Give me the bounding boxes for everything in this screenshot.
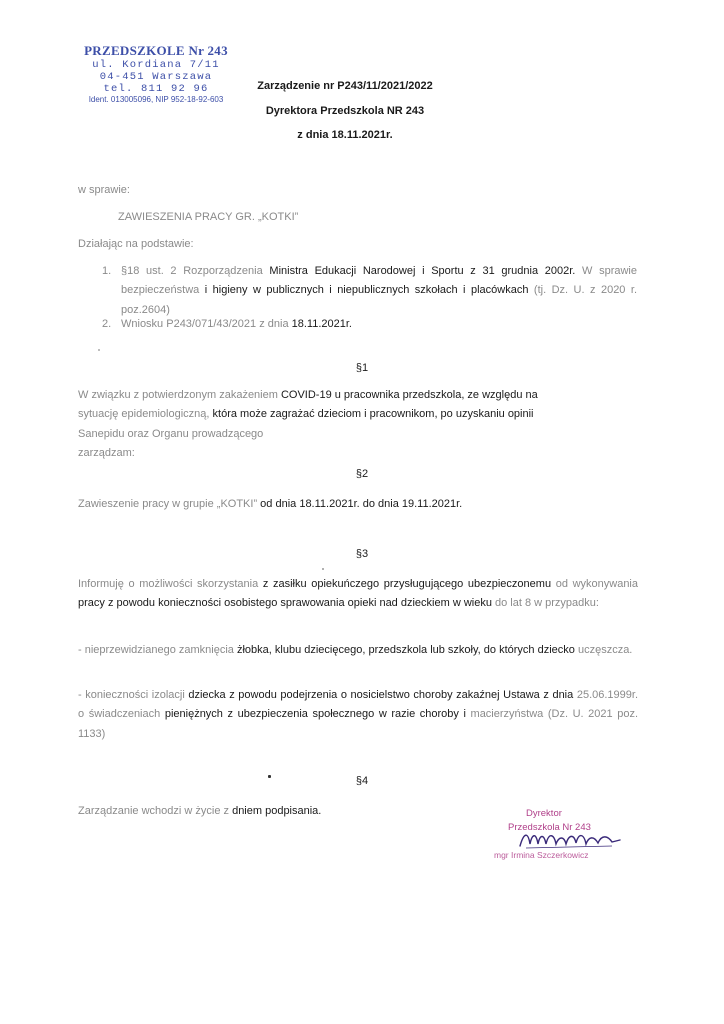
- bullet-2-text: dziecka z powodu podejrzenia o nosicielstwo choroby zakaźnej Ustawa z dnia: [184, 689, 577, 701]
- bullet-1-faded: - nieprzewidzianego zamknięcia: [78, 644, 234, 656]
- bullet-1-faded-2: uczęszcza.: [577, 644, 633, 656]
- section-3-faded-a: Informuję o możliwości skorzystania: [78, 578, 259, 590]
- section-3-bullet-2: [78, 686, 638, 744]
- list-number: 1.: [102, 265, 112, 277]
- basis-1-faded-3: (tj. Dz. U. z 2020 r. poz.2604): [121, 284, 637, 316]
- section-4-faded: Zarządzanie wchodzi w życie z: [78, 805, 230, 817]
- section-3-mark: §3: [355, 548, 369, 560]
- section-1-faded-c: Sanepidu oraz Organu prowadzącego: [78, 427, 264, 440]
- stamp-city: 04-451 Warszawa: [99, 71, 213, 83]
- section-1-text: [78, 386, 638, 463]
- subject: ZAWIESZENIA PRACY GR. „KOTKI”: [118, 211, 299, 223]
- stamp-ids: Ident. 013005096, NIP 952-18-92-603: [88, 95, 224, 105]
- section-1-faded-d: zarządzam:: [78, 446, 135, 459]
- basis-2-faded: Wniosku P243/071/43/2021 z dnia: [121, 318, 289, 330]
- section-1-mark: §1: [355, 362, 369, 374]
- list-item: [102, 315, 637, 334]
- section-1-text-a: COVID-19 u pracownika przedszkola, ze względu na: [277, 389, 538, 401]
- section-1-faded-b: sytuację epidemiologiczną,: [78, 408, 210, 421]
- stamp-name: PRZEDSZKOLE Nr 243: [84, 43, 228, 58]
- stamp-street: ul. Kordiana 7/11: [92, 58, 220, 71]
- section-2-text: [78, 495, 638, 514]
- institution-stamp: [72, 44, 240, 104]
- bullet-2-faded-3: macierzyństwa (Dz. U. 2021 poz. 1133): [78, 708, 639, 740]
- signature-name: mgr Irmina Szczerkowicz: [494, 850, 589, 860]
- order-number: Zarządzenie nr P243/11/2021/2022: [257, 80, 433, 92]
- issuer: Dyrektora Przedszkola NR 243: [265, 104, 425, 117]
- in-matter-label: w sprawie:: [78, 184, 130, 196]
- section-4-mark: §4: [355, 775, 369, 787]
- director-signature-stamp: [486, 808, 636, 868]
- basis-1-text: Ministra Edukacji Narodowej i Sportu z 31 grudnia 2002r.: [262, 265, 583, 277]
- basis-1-faded: §18 ust. 2 Rozporządzenia: [121, 265, 263, 277]
- legal-basis-label: Działając na podstawie:: [78, 238, 194, 250]
- list-item: [102, 262, 637, 320]
- section-3-text: [78, 575, 638, 614]
- document-header: [230, 78, 460, 152]
- section-4-text-main: dniem podpisania.: [229, 805, 322, 817]
- bullet-1-text: żłobka, klubu dziecięcego, przedszkola lub szkoły, do których dziecko: [233, 644, 578, 656]
- section-3-bullet-1: [78, 641, 638, 660]
- bullet-2-faded: - konieczności izolacji: [78, 689, 185, 701]
- section-4-text: [78, 802, 498, 821]
- signature-org: Przedszkola Nr 243: [508, 822, 591, 833]
- order-date: z dnia 18.11.2021r.: [297, 129, 393, 141]
- section-3-text-b: pracy z powodu konieczności osobistego sprawowania opieki nad dzieckiem w wieku: [78, 597, 495, 610]
- list-number: 2.: [102, 318, 112, 330]
- bullet-2-text-2: pieniężnych z ubezpieczenia społecznego w razie choroby i: [160, 708, 471, 721]
- section-1-text-b: która może zagrażać dzieciom i pracownikom, po uzyskaniu opinii: [209, 408, 534, 421]
- section-1-faded-a: W związku z potwierdzonym zakażeniem: [78, 389, 278, 401]
- basis-2-text: 18.11.2021r.: [288, 318, 352, 330]
- section-3-text-a: z zasiłku opiekuńczego przysługującego ubezpieczonemu: [258, 578, 556, 590]
- handwritten-signature: [516, 826, 626, 856]
- bullet-2-faded-2: 25.06.1999r. o świadczeniach: [78, 689, 638, 721]
- signature-title: Dyrektor: [526, 808, 562, 819]
- section-2-mark: §2: [355, 468, 369, 480]
- section-3-faded-b: od wykonywania: [555, 578, 638, 590]
- stamp-phone: tel. 811 92 96: [103, 83, 209, 96]
- section-2-dates: od dnia 18.11.2021r. do dnia 19.11.2021r.: [257, 498, 463, 510]
- basis-1-text-2: i higieny w publicznych i niepublicznych szkołach i placówkach: [199, 284, 534, 297]
- speck: [98, 349, 100, 351]
- section-2-faded: Zawieszenie pracy w grupie „KOTKI”: [78, 498, 258, 510]
- basis-1-faded-2: W sprawie bezpieczeństwa: [121, 265, 637, 297]
- section-3-faded-c: do lat 8 w przypadku:: [495, 597, 599, 610]
- speck: [322, 568, 324, 570]
